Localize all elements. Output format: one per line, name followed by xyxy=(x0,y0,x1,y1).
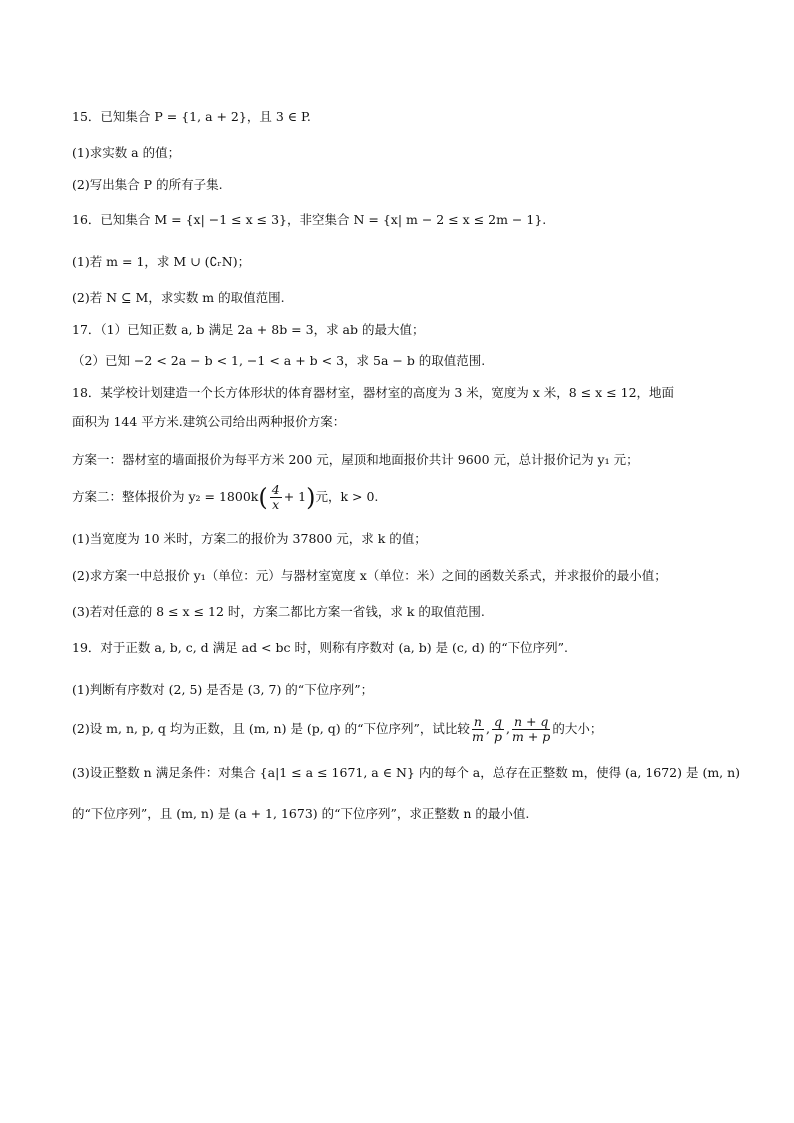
q15-stem: 15．已知集合 P = {1, a + 2}，且 3 ∈ P. xyxy=(72,109,311,124)
q18-plan1: 方案一：器材室的墙面报价为每平方米 200 元，屋顶和地面报价共计 9600 元，总计报价记为 y₁ 元； xyxy=(72,452,639,467)
q19-part2: (2)设 m, n, p, q 均为正数，且 (m, n) 是 (p, q) 的“下位序列”，试比较 $\frac{n}{m}$ , $\frac{q}{p}$ , $\frac{n + q}{m + p}$ 的大小； xyxy=(72,714,603,744)
fraction-denominator: m xyxy=(471,729,484,744)
fraction-n-over-m xyxy=(472,715,484,744)
q18-stem-line2: 面积为 144 平方米.建筑公司给出两种报价方案： xyxy=(72,414,346,429)
fraction-numerator: n + q xyxy=(513,714,549,729)
q16-stem: 16．已知集合 M = {x| −1 ≤ x ≤ 3}，非空集合 N = {x| m − 2 ≤ x ≤ 2m − 1}. xyxy=(72,212,547,227)
plan2-suffix: 元，k > 0. xyxy=(315,489,379,504)
fraction-numerator: 4 xyxy=(271,482,280,497)
plan2-fraction xyxy=(270,483,282,512)
fraction-denominator: m + p xyxy=(512,729,551,744)
fraction-numerator: n xyxy=(473,714,482,729)
fraction-numerator: q xyxy=(493,714,502,729)
q16-part2: (2)若 N ⊆ M，求实数 m 的取值范围. xyxy=(72,290,285,305)
q19-stem: 19．对于正数 a, b, c, d 满足 ad < bc 时，则称有序数对 (a, b) 是 (c, d) 的“下位序列”. xyxy=(72,640,568,655)
q17-part2: （2）已知 −2 < 2a − b < 1, −1 < a + b < 3，求 5a − b 的取值范围. xyxy=(72,353,486,368)
q18-part1: (1)当宽度为 10 米时，方案二的报价为 37800 元，求 k 的值； xyxy=(72,531,427,546)
q18-stem-line1: 18．某学校计划建造一个长方体形状的体育器材室，器材室的高度为 3 米，宽度为 x 米，8 ≤ x ≤ 12，地面 xyxy=(72,385,675,400)
fraction-denominator: x xyxy=(272,497,280,512)
q19-part3-line1: (3)设正整数 n 满足条件：对集合 {a|1 ≤ a ≤ 1671, a ∈ N} 内的每个 a，总存在正整数 m，使得 (a, 1672) 是 (m, n) xyxy=(72,765,741,780)
q18-plan2 xyxy=(72,483,378,512)
q19-2-suffix: 的大小； xyxy=(552,721,603,736)
plan2-after-frac: + 1 xyxy=(283,489,307,504)
q19-part3-line2: 的“下位序列”，且 (m, n) 是 (a + 1, 1673) 的“下位序列”，求正整数 n 的最小值. xyxy=(72,806,530,821)
q19-2-prefix: (2)设 m, n, p, q 均为正数，且 (m, n) 是 (p, q) 的“下位序列”，试比较 xyxy=(72,721,470,736)
q19-part1: (1)判断有序数对 (2, 5) 是否是 (3, 7) 的“下位序列”； xyxy=(72,682,374,697)
q17-part1: 17．（1）已知正数 a, b 满足 2a + 8b = 3，求 ab 的最大值； xyxy=(72,322,425,337)
fraction-q-over-p xyxy=(492,715,504,744)
q16-part1: (1)若 m = 1，求 M ∪ (∁ᵣN)； xyxy=(72,254,251,269)
q18-part2: (2)求方案一中总报价 y₁（单位：元）与器材室宽度 x（单位：米）之间的函数关系式，并求报价的最小值； xyxy=(72,568,667,583)
plan2-prefix: 方案二：整体报价为 y₂ = 1800k xyxy=(72,489,259,504)
fraction-denominator: p xyxy=(493,729,502,744)
q15-part2: (2)写出集合 P 的所有子集. xyxy=(72,177,223,192)
left-paren: ( xyxy=(258,483,268,512)
q18-part3: (3)若对任意的 8 ≤ x ≤ 12 时，方案二都比方案一省钱，求 k 的取值范围. xyxy=(72,604,485,619)
right-paren: ) xyxy=(306,483,316,512)
fraction-sum xyxy=(512,715,550,744)
q15-part1: (1)求实数 a 的值； xyxy=(72,145,181,160)
